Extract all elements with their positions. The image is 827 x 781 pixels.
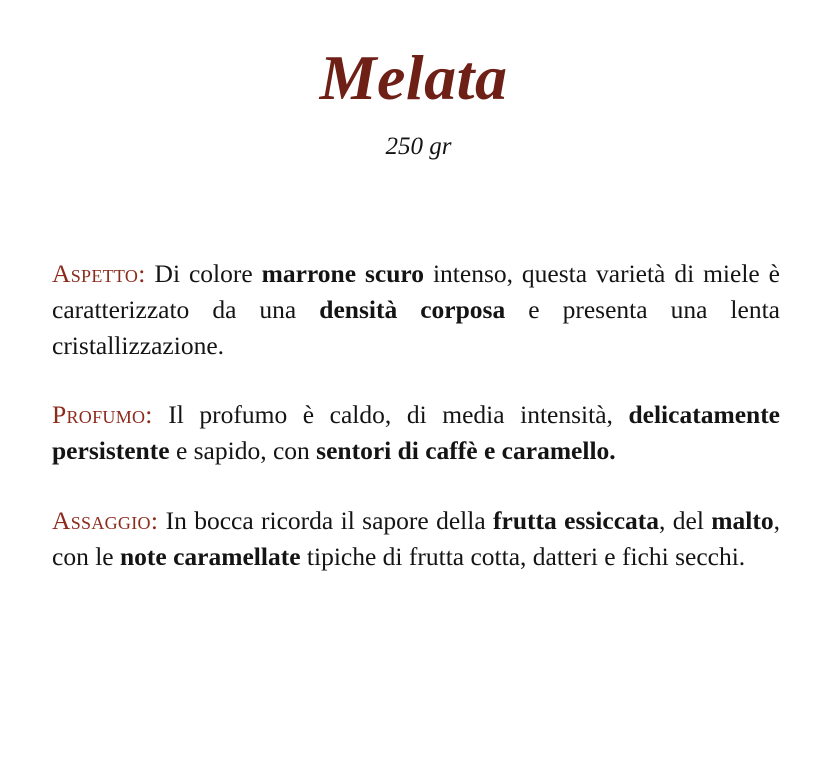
section-text: , con le xyxy=(52,506,780,571)
section-highlight: marrone scuro xyxy=(261,259,425,288)
section-label-aspetto: Aspetto: xyxy=(52,259,146,288)
section-profumo xyxy=(52,397,780,469)
section-highlight: densità corposa xyxy=(319,295,506,324)
section-highlight: note caramellate xyxy=(119,542,301,571)
section-highlight: frutta essiccata xyxy=(493,506,660,535)
section-text: e presenta una lenta cristallizzazione. xyxy=(52,295,780,360)
section-label-assaggio: Assaggio: xyxy=(52,506,159,535)
section-highlight: sentori di caffè e caramello. xyxy=(316,436,616,465)
section-text: , del xyxy=(659,506,712,535)
section-highlight: delicatamente persistente xyxy=(52,400,780,465)
section-text: intenso, questa varietà di miele è caratterizzato da una xyxy=(52,259,780,324)
section-assaggio xyxy=(52,503,780,575)
section-text: Il profumo è caldo, di media intensità, xyxy=(152,400,629,429)
section-text: e sapido, con xyxy=(169,436,317,465)
section-text: In bocca ricorda il sapore della xyxy=(158,506,494,535)
section-text: tipiche di frutta cotta, datteri e fichi secchi. xyxy=(300,542,746,571)
section-highlight: malto xyxy=(711,506,774,535)
product-weight: 250 gr xyxy=(385,133,452,160)
product-title: Melata xyxy=(319,42,508,113)
section-text: Di colore xyxy=(145,259,262,288)
section-aspetto xyxy=(52,256,780,364)
section-label-profumo: Profumo: xyxy=(52,400,153,429)
